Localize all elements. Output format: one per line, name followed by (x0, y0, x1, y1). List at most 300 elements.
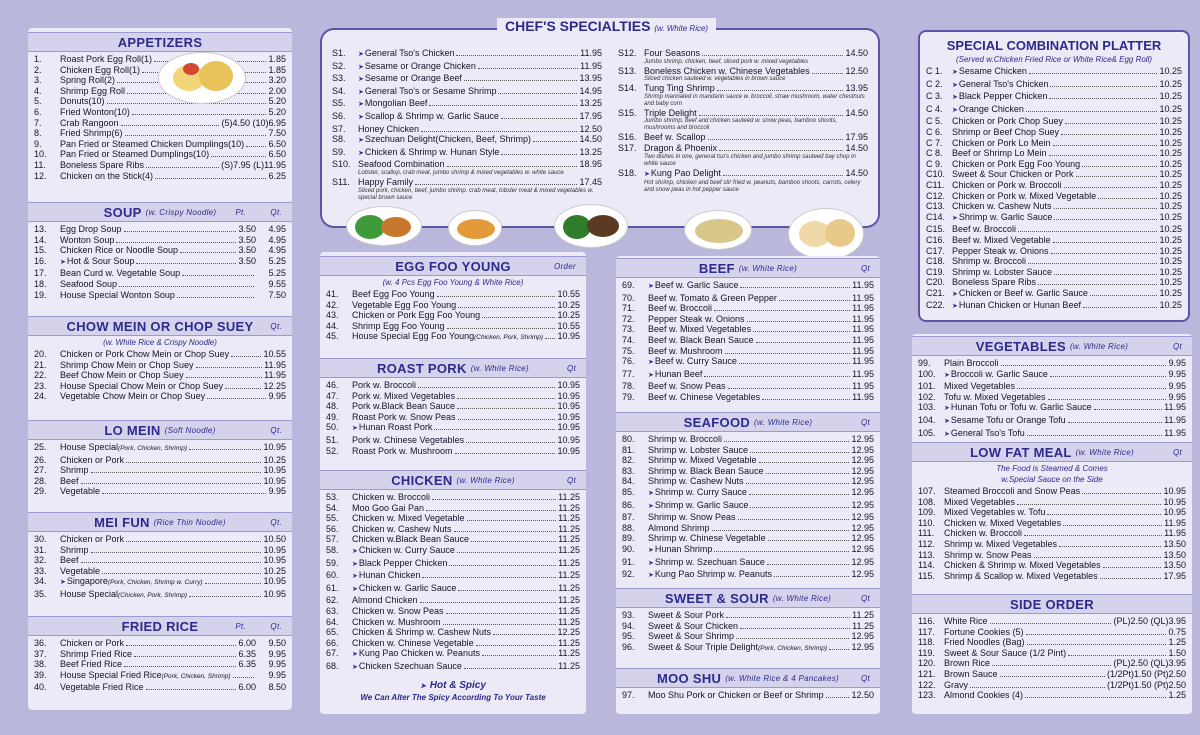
menu-item (326, 321, 580, 332)
item-price: 11.95 (1164, 414, 1186, 425)
chili-icon: ➤ (944, 405, 950, 413)
menu-item (622, 512, 874, 523)
item-number: 43. (326, 310, 339, 321)
item-price: 12.95 (851, 543, 874, 554)
item-number: 35. (34, 588, 47, 599)
item-price: 12.95 (851, 512, 874, 523)
item-name: Chicken w. Snow Peas (352, 605, 444, 616)
item-name: Beef (60, 475, 79, 486)
item-name: Chicken w. Broccoli (352, 492, 431, 502)
menu-item (918, 358, 1186, 369)
menu-item (918, 486, 1186, 497)
leader-dots (725, 353, 851, 354)
menu-item (332, 98, 602, 111)
leader-dots (714, 551, 849, 552)
item-price-quart: 7.50 (268, 289, 286, 300)
item-number: S4. (332, 85, 346, 96)
item-price: 11.25 (558, 544, 580, 555)
leader-dots (747, 321, 851, 322)
chefs-specialties-title: CHEF'S SPECIALTIES (w. White Rice) (497, 18, 716, 34)
item-name: Tung Ting Shrimp (644, 83, 715, 94)
seafood-list (616, 432, 880, 582)
item-price: 10.25 (1159, 277, 1182, 288)
leader-dots (750, 452, 849, 453)
menu-item (622, 314, 874, 325)
menu-item (918, 402, 1186, 415)
chili-icon: ➤ (952, 81, 958, 89)
item-price: 11.95 (1164, 427, 1186, 438)
item-price: 11.25 (558, 605, 580, 616)
menu-item (34, 370, 286, 381)
item-number: C 9. (926, 158, 943, 169)
item-name: Sesame or Orange Beef (364, 73, 462, 84)
item-number: 19. (34, 289, 47, 300)
item-price-pint: 3.50 (238, 224, 256, 234)
item-number: 121. (918, 668, 936, 679)
item-name: Chicken w. Mixed Vegetable (352, 513, 465, 524)
leader-dots (126, 462, 261, 463)
leader-dots (501, 118, 578, 119)
leader-dots (478, 68, 578, 69)
item-price: 14.95 (579, 85, 602, 96)
item-name: Sweet & Sour Chicken (648, 620, 739, 631)
item-price: 12.95 (851, 465, 874, 476)
soup-list (28, 222, 292, 300)
leader-dots (990, 623, 1112, 624)
item-number: 75. (622, 345, 635, 356)
menu-item (926, 79, 1182, 92)
menu-item (918, 381, 1186, 392)
item-price: 11.25 (558, 595, 580, 606)
item-price: 10.25 (557, 299, 580, 310)
leader-dots (1068, 422, 1163, 423)
menu-item (622, 346, 874, 357)
item-name: Beef w. Mushroom (648, 345, 723, 356)
item-number: 53. (326, 492, 339, 502)
item-name: Boneless Spare Ribs (952, 277, 1037, 288)
chili-icon: ➤ (358, 101, 364, 109)
item-number: 77. (622, 368, 635, 379)
leader-dots (1100, 578, 1162, 579)
menu-item (918, 690, 1186, 701)
chili-icon: ➤ (358, 51, 364, 58)
item-price: 1.50 (1168, 647, 1186, 658)
leader-dots (1063, 525, 1162, 526)
chili-icon: ➤ (648, 502, 654, 510)
item-number: C 3. (926, 91, 943, 102)
item-name: Sweet & Sour Triple Delight(Pork, Chicken, Shrimp) (648, 641, 828, 652)
combination-platter-panel (918, 30, 1190, 322)
item-number: 109. (918, 507, 936, 518)
item-number: 12. (34, 170, 47, 181)
item-number: 51. (326, 434, 339, 445)
item-price: 9.95 (1168, 381, 1186, 392)
leader-dots (429, 105, 577, 106)
item-price: 10.95 (263, 442, 286, 452)
menu-item (326, 661, 580, 674)
menu-item (622, 476, 874, 487)
item-name: Shrimp w. Cashew Nuts (648, 476, 744, 487)
item-number: 15. (34, 245, 47, 256)
menu-item (918, 539, 1186, 550)
item-number: 10. (34, 149, 47, 160)
item-number: 108. (918, 496, 936, 507)
item-name: Roast Pork Egg Roll(1) (60, 54, 153, 64)
item-name: Chicken & Shrimp w. Mixed Vegetables (944, 560, 1101, 571)
item-name: Chicken or Pork (60, 454, 125, 465)
item-number: 115. (918, 570, 935, 581)
leader-dots (447, 328, 556, 329)
item-number: 40. (34, 682, 47, 693)
item-name: General Tso's or Sesame Shrimp (364, 85, 497, 96)
leader-dots (1083, 307, 1158, 308)
lo-mein-section (28, 420, 292, 497)
item-number: C20. (926, 277, 946, 288)
menu-item (622, 455, 874, 466)
item-number: 89. (622, 533, 635, 544)
middle-left-panel (320, 252, 586, 714)
menu-item (326, 545, 580, 558)
item-price-pint: 3.50 (238, 245, 256, 256)
item-price: 10.25 (1159, 137, 1182, 148)
item-price: 11.95 (852, 292, 874, 303)
item-price: 12.95 (851, 476, 874, 487)
item-description: Hot shrimp, chicken and beef stir fried w. peanuts, bamboo shoots, carrots, celery and snow peas in hot pepper sauce (644, 180, 861, 194)
leader-dots (736, 638, 849, 639)
menu-item (34, 256, 286, 269)
menu-item (326, 638, 580, 649)
menu-item (34, 534, 286, 545)
item-name: Shrimp (60, 544, 89, 555)
menu-item (618, 168, 868, 181)
menu-item (34, 171, 286, 182)
right-column-panel (912, 334, 1192, 714)
item-name: Pan Fried or Steamed Dumplings(10) (60, 149, 210, 160)
leader-dots (182, 275, 254, 276)
item-price: 11.95 (1164, 402, 1186, 413)
leader-dots (708, 139, 844, 140)
menu-item (326, 595, 580, 606)
leader-dots (812, 73, 844, 74)
item-price: 1.85 (268, 64, 286, 75)
item-name: Crab Rangoon (60, 117, 119, 128)
item-number: C21. (926, 287, 946, 298)
item-name: Shrimp w. Garlic Sauce (958, 211, 1053, 222)
item-name: Hot & Sour Soup (66, 255, 135, 266)
menu-item (34, 476, 286, 487)
item-price: 11.95 (852, 381, 874, 392)
leader-dots (455, 453, 556, 454)
leader-dots (91, 472, 262, 473)
item-name: Chicken & Shrimp w. Hunan Style (364, 146, 500, 157)
menu-item (622, 621, 874, 632)
leader-dots (177, 297, 254, 298)
leader-dots (545, 338, 555, 339)
item-name: Pepper Steak w. Onions (648, 313, 745, 324)
item-name: Scallop & Shrimp w. Garlic Sauce (364, 110, 499, 121)
item-name: Hunan Roast Pork (358, 422, 433, 433)
item-price: 12.50 (851, 690, 874, 700)
leader-dots (180, 252, 236, 253)
leader-dots (1028, 263, 1157, 264)
menu-item (622, 569, 874, 582)
item-price: (5)4.50 (10)6.95 (221, 117, 286, 128)
item-price-quart: 4.95 (268, 245, 286, 256)
item-price: 10.95 (557, 434, 580, 445)
item-number: 9. (34, 138, 42, 149)
item-number: 73. (622, 324, 635, 335)
leader-dots (774, 576, 850, 577)
item-price: 10.95 (1163, 496, 1186, 507)
item-number: 45. (326, 331, 339, 342)
leader-dots (970, 687, 1105, 688)
leader-dots (1017, 388, 1166, 389)
leader-dots (1065, 123, 1157, 124)
menu-item (326, 446, 580, 457)
menu-item (622, 631, 874, 642)
leader-dots (1064, 187, 1158, 188)
item-price-quart: 9.95 (268, 648, 286, 659)
item-number: 59. (326, 557, 339, 568)
item-price-pint: 6.35 (238, 648, 256, 659)
middle-right-panel (616, 256, 880, 714)
item-name: Honey Chicken (358, 123, 420, 134)
item-number: 17. (34, 268, 47, 279)
leader-dots (432, 499, 556, 500)
chow-mein-list (28, 347, 292, 402)
menu-item (34, 381, 286, 392)
appetizers-section (28, 32, 292, 181)
menu-item (326, 391, 580, 402)
leader-dots (738, 519, 850, 520)
item-number: 62. (326, 595, 339, 606)
item-price: 10.25 (1159, 126, 1182, 137)
item-name: Sweet & Sour Shrimp (648, 631, 735, 642)
leader-dots (246, 146, 266, 147)
item-price: 0.75 (1168, 626, 1186, 637)
menu-item (326, 606, 580, 617)
menu-item (332, 73, 602, 86)
leader-dots (712, 530, 850, 531)
leader-dots (446, 613, 557, 614)
menu-item (34, 118, 286, 129)
item-price: 10.50 (263, 534, 286, 544)
menu-item (918, 507, 1186, 518)
item-price: 9.95 (268, 486, 286, 497)
leader-dots (714, 310, 850, 311)
item-name: Almond Chicken (352, 595, 418, 606)
menu-item (926, 300, 1182, 313)
item-price: 10.25 (1159, 211, 1182, 222)
item-name: Beef w. Mixed Vegetable (952, 234, 1051, 245)
item-name: Beef w. Garlic Sauce (654, 280, 739, 290)
menu-item (918, 518, 1186, 529)
item-price: 11.25 (558, 582, 580, 593)
item-price: 13.95 (579, 73, 602, 84)
item-number: 52. (326, 445, 339, 456)
item-number: C 6. (926, 126, 943, 137)
menu-item (326, 627, 580, 638)
item-number: 14. (34, 234, 47, 245)
leader-dots (1026, 634, 1167, 635)
item-price: 11.25 (558, 523, 580, 534)
item-number: C 8. (926, 148, 943, 159)
item-number: 78. (622, 381, 635, 392)
item-price: 10.95 (557, 445, 580, 456)
item-number: S9. (332, 146, 346, 157)
item-price: 10.25 (1159, 256, 1182, 267)
item-name: Shrimp Chow Mein or Chop Suey (60, 359, 194, 370)
leader-dots (205, 583, 262, 584)
leader-dots (699, 115, 844, 116)
item-name: Roast Pork w. Snow Peas (352, 411, 456, 422)
item-number: 36. (34, 638, 47, 648)
item-name: House Special Chow Mein or Chop Suey (60, 380, 224, 391)
leader-dots (458, 307, 555, 308)
leader-dots (1054, 274, 1157, 275)
leader-dots (225, 388, 261, 389)
item-name: Roast Pork w. Mushroom (352, 445, 453, 456)
item-number: 28. (34, 475, 47, 486)
item-name: Shrimp w. Szechuan Sauce (654, 556, 765, 567)
item-price: (S)7.95 (L)11.95 (221, 159, 286, 170)
item-name: Fried Wonton(10) (60, 106, 130, 117)
item-price: 11.95 (1164, 517, 1186, 528)
leader-dots (1051, 253, 1158, 254)
item-price: 11.95 (852, 313, 874, 324)
menu-item (926, 127, 1182, 138)
chef-right-list (612, 46, 874, 194)
item-price: 10.25 (263, 454, 286, 465)
menu-item (34, 96, 286, 107)
menu-item (326, 503, 580, 514)
leader-dots (421, 131, 577, 132)
leader-dots (826, 697, 850, 698)
item-price: 11.25 (558, 513, 580, 524)
menu-item (918, 428, 1186, 441)
leader-dots (415, 184, 577, 185)
item-name: Vegetable (60, 486, 101, 497)
item-name: Pork w. Broccoli (352, 380, 417, 390)
item-name: Shrimp Egg Roll (60, 85, 126, 96)
menu-item (34, 149, 286, 160)
item-name: Four Seasons (644, 48, 701, 58)
item-name: Mixed Vegetables w. Tofu (944, 507, 1046, 518)
menu-item (34, 486, 286, 497)
menu-item (926, 191, 1182, 202)
menu-item (926, 235, 1182, 246)
item-number: C18. (926, 256, 946, 267)
chili-icon: ➤ (952, 106, 958, 114)
leader-dots (1038, 284, 1157, 285)
item-number: 100. (918, 368, 936, 379)
leader-dots (233, 677, 254, 678)
item-name: Hunan Shrimp (654, 543, 713, 554)
item-name: Black Pepper Chicken (358, 557, 448, 568)
leader-dots (1053, 242, 1158, 243)
menu-item (622, 324, 874, 335)
item-number: 64. (326, 616, 339, 627)
item-price: 10.25 (263, 565, 286, 576)
item-number: 93. (622, 610, 635, 620)
item-price: 11.25 (558, 637, 580, 648)
leader-dots (1076, 176, 1158, 177)
item-number: 85. (622, 486, 635, 497)
item-price-quart: 4.95 (268, 234, 286, 245)
section-note: w.Special Sauce on the Side (1001, 475, 1103, 484)
item-price: 12.25 (263, 380, 286, 391)
leader-dots (1094, 409, 1163, 410)
menu-item (34, 224, 286, 235)
item-name: Chicken or Pork (60, 638, 125, 648)
menu-item (618, 143, 868, 154)
section-title: SPECIAL COMBINATION PLATTER (946, 38, 1162, 53)
leader-dots (449, 565, 556, 566)
item-number: 27. (34, 465, 47, 476)
item-number: S8. (332, 134, 346, 145)
item-number: S13. (618, 65, 637, 76)
leader-dots (116, 242, 236, 243)
item-name: Shrimp Fried Rice (60, 648, 133, 659)
item-name: Brown Rice (944, 658, 991, 669)
item-number: C11. (926, 179, 945, 190)
menu-item (34, 659, 286, 670)
menu-item (926, 201, 1182, 212)
mei-fun-list (28, 532, 292, 602)
menu-item (622, 356, 874, 369)
leader-dots (726, 617, 850, 618)
menu-item (34, 589, 286, 602)
leader-dots (1049, 155, 1158, 156)
section-heading (28, 32, 292, 52)
leader-dots (1001, 365, 1167, 366)
item-number: 87. (622, 512, 635, 523)
item-name: Orange Chicken (958, 103, 1024, 114)
menu-item (326, 412, 580, 423)
item-number: 63. (326, 605, 339, 616)
item-price: 10.95 (263, 555, 286, 566)
item-price: 10.25 (1159, 91, 1182, 102)
menu-item (618, 66, 868, 77)
item-name: Shrimp or Beef Chop Suey (952, 126, 1060, 137)
chili-icon: ➤ (952, 69, 958, 76)
leader-dots (704, 376, 850, 377)
item-name: Steamed Broccoli and Snow Peas (944, 486, 1081, 496)
beef-list (616, 278, 880, 403)
item-number: 37. (34, 648, 47, 659)
leader-dots (1050, 86, 1157, 87)
menu-item (326, 289, 580, 300)
chili-icon: ➤ (352, 547, 358, 555)
dish-photo-shrimp (448, 210, 502, 246)
menu-item (326, 492, 580, 503)
menu-item (34, 139, 286, 150)
item-number: 24. (34, 391, 47, 402)
vegetables-list (912, 356, 1192, 440)
menu-item (926, 116, 1182, 127)
item-description: Sliced chicken sauteed w. vegetables in brown sauce (644, 76, 786, 83)
item-number: S7. (332, 123, 346, 134)
menu-item (34, 279, 286, 290)
item-name: Chicken or Pork w. Mixed Vegetable (952, 190, 1097, 201)
menu-item (918, 637, 1186, 648)
item-number: 57. (326, 534, 339, 545)
menu-item (34, 245, 286, 256)
chili-icon: ➤ (648, 559, 654, 567)
chili-icon: ➤ (358, 113, 364, 121)
item-name: Boneless Chicken w. Chinese Vegetables (644, 65, 810, 76)
item-number: C 1. (926, 66, 943, 76)
